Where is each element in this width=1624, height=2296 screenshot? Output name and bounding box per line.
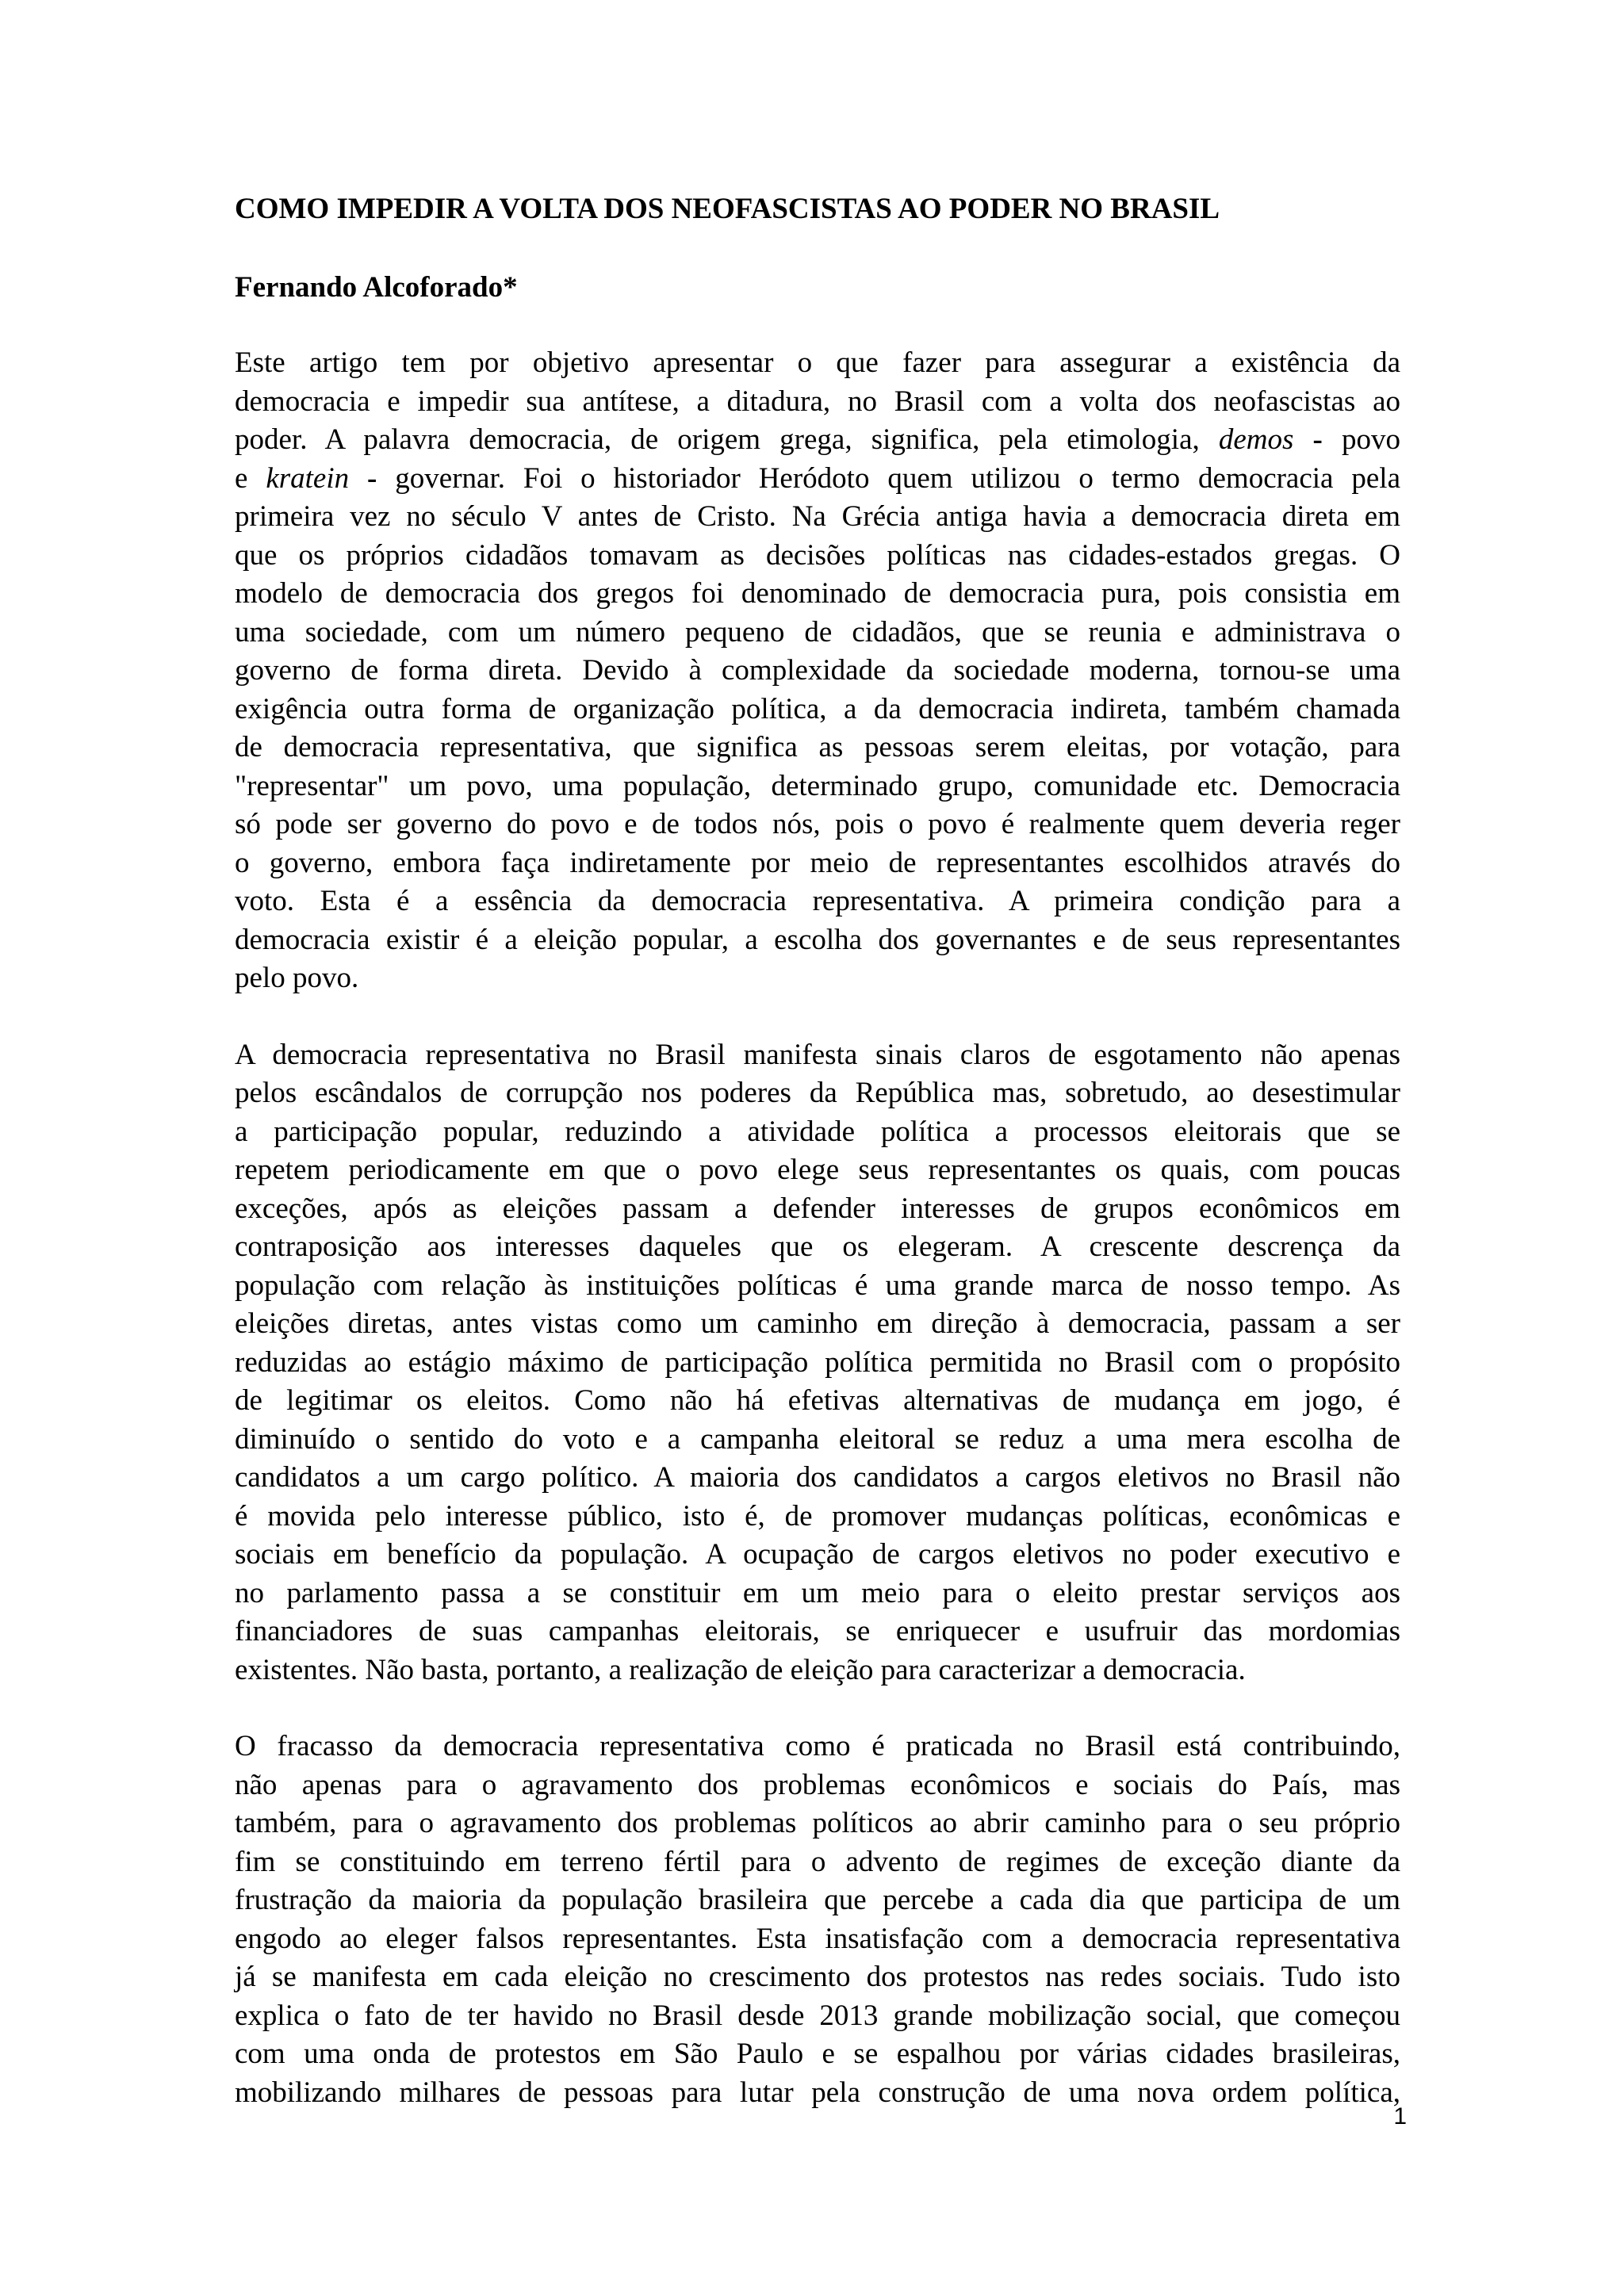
paragraph-2 <box>235 1036 1400 1690</box>
text-line: governo de forma direta. Devido à complexidade da sociedade moderna, tornou-se uma <box>235 654 1400 687</box>
text-line: democracia existir é a eleição popular, a escolha dos governantes e de seus representantes <box>235 923 1400 956</box>
paragraph-1 <box>235 344 1400 998</box>
text-line: financiadores de suas campanhas eleitorais, se enriquecer e usufruir das mordomias <box>235 1615 1400 1647</box>
text-line: poder. A palavra democracia, de origem grega, significa, pela etimologia, demos - povo <box>235 423 1400 456</box>
text-line: eleições diretas, antes vistas como um caminho em direção à democracia, passam a ser <box>235 1307 1400 1340</box>
text-line: sociais em benefício da população. A ocupação de cargos eletivos no poder executivo e <box>235 1538 1400 1571</box>
text-line: pelos escândalos de corrupção nos poderes da República mas, sobretudo, ao desestimular <box>235 1077 1400 1109</box>
text-line: frustração da maioria da população brasileira que percebe a cada dia que participa de um <box>235 1884 1400 1916</box>
text-line: engodo ao eleger falsos representantes. Esta insatisfação com a democracia representativa <box>235 1922 1400 1955</box>
text-line: população com relação às instituições políticas é uma grande marca de nosso tempo. As <box>235 1269 1400 1302</box>
text-line: que os próprios cidadãos tomavam as decisões políticas nas cidades-estados gregas. O <box>235 538 1400 572</box>
text-line: no parlamento passa a se constituir em um meio para o eleito prestar serviços aos <box>235 1576 1400 1609</box>
text-line: primeira vez no século V antes de Cristo. Na Grécia antiga havia a democracia direta em <box>235 500 1400 533</box>
text-line: de democracia representativa, que significa as pessoas serem eleitas, por votação, para <box>235 731 1400 763</box>
text-line: já se manifesta em cada eleição no crescimento dos protestos nas redes sociais. Tudo isto <box>235 1961 1400 1993</box>
text-line: e kratein - governar. Foi o historiador Heródoto quem utilizou o termo democracia pela <box>235 461 1401 495</box>
text-line: contraposição aos interesses daqueles que os elegeram. A crescente descrença da <box>235 1230 1400 1263</box>
document-title: COMO IMPEDIR A VOLTA DOS NEOFASCISTAS AO PODER NO BRASIL <box>235 193 1220 225</box>
document-author: Fernando Alcoforado* <box>235 271 518 304</box>
text-line: voto. Esta é a essência da democracia representativa. A primeira condição para a <box>235 885 1400 917</box>
text-line: a participação popular, reduzindo a atividade política a processos eleitorais que se <box>235 1115 1400 1148</box>
text-line: democracia e impedir sua antítese, a ditadura, no Brasil com a volta dos neofascistas ao <box>235 385 1400 418</box>
text-line: fim se constituindo em terreno fértil para o advento de regimes de exceção diante da <box>235 1845 1400 1878</box>
text-line: existentes. Não basta, portanto, a realização de eleição para caracterizar a democracia. <box>235 1653 1246 1686</box>
text-line: Este artigo tem por objetivo apresentar o que fazer para assegurar a existência da <box>235 346 1400 379</box>
text-line: só pode ser governo do povo e de todos nós, pois o povo é realmente quem deveria reger <box>235 808 1400 840</box>
text-line: O fracasso da democracia representativa como é praticada no Brasil está contribuindo, <box>235 1730 1400 1762</box>
text-line: uma sociedade, com um número pequeno de cidadãos, que se reunia e administrava o <box>235 615 1400 649</box>
text-line: também, para o agravamento dos problemas políticos ao abrir caminho para o seu próprio <box>235 1807 1400 1839</box>
text-line: explica o fato de ter havido no Brasil desde 2013 grande mobilização social, que começou <box>235 1999 1400 2032</box>
text-line: candidatos a um cargo político. A maioria dos candidatos a cargos eletivos no Brasil não <box>235 1461 1400 1494</box>
text-line: "representar" um povo, uma população, determinado grupo, comunidade etc. Democracia <box>235 769 1400 802</box>
document-body <box>235 190 1400 2150</box>
text-line: exigência outra forma de organização política, a da democracia indireta, também chamada <box>235 692 1400 725</box>
text-line: diminuído o sentido do voto e a campanha eleitoral se reduz a uma mera escolha de <box>235 1422 1400 1456</box>
text-line: com uma onda de protestos em São Paulo e se espalhou por várias cidades brasileiras, <box>235 2038 1400 2070</box>
text-line: o governo, embora faça indiretamente por meio de representantes escolhidos através do <box>235 846 1400 879</box>
text-line: reduzidas ao estágio máximo de participação política permitida no Brasil com o propósito <box>235 1345 1400 1379</box>
text-line: modelo de democracia dos gregos foi denominado de democracia pura, pois consistia em <box>235 577 1400 610</box>
text-line: é movida pelo interesse público, isto é, de promover mudanças políticas, econômicas e <box>235 1499 1400 1533</box>
paragraph-3 <box>235 1728 1400 2112</box>
text-line: repetem periodicamente em que o povo elege seus representantes os quais, com poucas <box>235 1154 1400 1186</box>
text-line: mobilizando milhares de pessoas para lutar pela construção de uma nova ordem política, <box>235 2076 1400 2109</box>
text-line: de legitimar os eleitos. Como não há efetivas alternativas de mudança em jogo, é <box>235 1384 1400 1417</box>
page-number: 1 <box>1393 2103 1407 2130</box>
text-line: A democracia representativa no Brasil manifesta sinais claros de esgotamento não apenas <box>235 1038 1400 1071</box>
text-line: não apenas para o agravamento dos problemas econômicos e sociais do País, mas <box>235 1768 1400 1801</box>
text-line: exceções, após as eleições passam a defender interesses de grupos econômicos em <box>235 1192 1400 1225</box>
text-line: pelo povo. <box>235 962 359 994</box>
